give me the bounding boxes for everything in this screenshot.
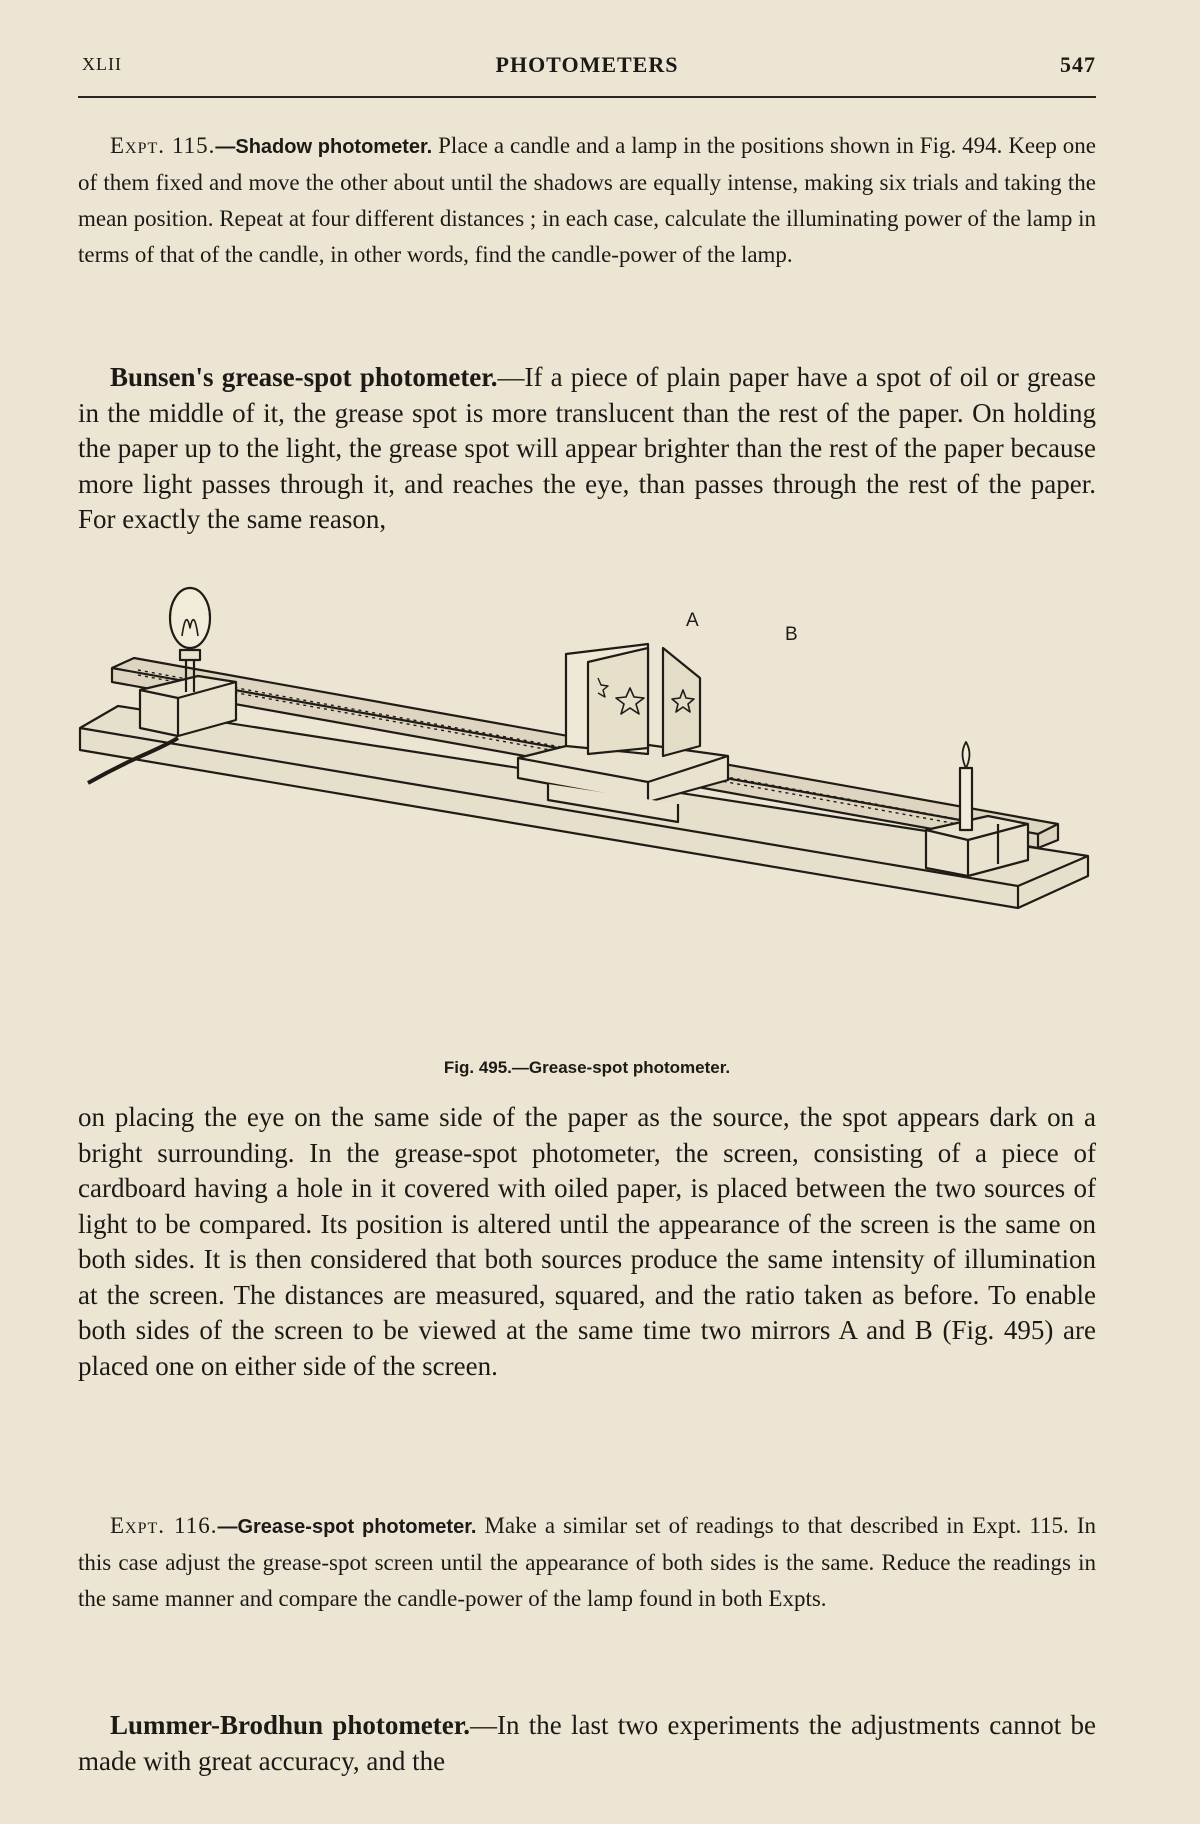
continuation-paragraph: [78, 1100, 1096, 1384]
label-a: A: [686, 610, 699, 631]
experiment-text: Make a similar set of readings to that described in Expt. 115. In this case adjust the grease-spot screen until the appearance of both sides is the same. Reduce the readings in the same manner and compare the candle-power of the lamp found in both Expts.: [78, 1513, 1096, 1611]
experiment-116-paragraph: [78, 1508, 1096, 1617]
experiment-115-paragraph: [78, 128, 1096, 273]
running-header: [78, 50, 1096, 90]
experiment-title: —Shadow photometer.: [215, 136, 433, 158]
label-b: B: [785, 624, 798, 645]
experiment-label: Expt. 116.: [110, 1513, 218, 1538]
figure-caption: Fig. 495.—Grease-spot photometer.: [443, 1058, 731, 1077]
paragraph-text: —If a piece of plain paper have a spot of oil or grease in the middle of it, the grease spot is more translucent than the rest of the paper. On holding the paper up to the light, the grease spot will appear brighter than the rest of the paper because more light passes through it, and reaches the eye, than passes through the rest of the paper. For exactly the same reason,: [78, 362, 1096, 534]
running-title: PHOTOMETERS: [495, 52, 679, 77]
experiment-title: —Grease-spot photometer.: [217, 1516, 477, 1538]
experiment-label: Expt. 115.: [110, 133, 216, 158]
paragraph-text: —In the last two experiments the adjustments cannot be made with great accuracy, and the: [78, 1710, 1096, 1776]
header-rule: [78, 96, 1096, 98]
section-heading: Bunsen's grease-spot photometer.: [110, 362, 498, 392]
experiment-text: Place a candle and a lamp in the positions shown in Fig. 494. Keep one of them fixed and move the other about until the shadows are equally intense, making six trials and taking the mean position. Repeat at four different distances ; in each case, calculate the illuminating power of the lamp in terms of that of the candle, in other words, find the candle-power of the lamp.: [78, 133, 1096, 267]
chapter-number: XLII: [82, 54, 122, 74]
figure-495: [78, 578, 1096, 1078]
page-number: 547: [1060, 52, 1096, 77]
bunsen-paragraph: [78, 360, 1096, 538]
page: [78, 50, 1096, 1776]
paragraph-text: on placing the eye on the same side of the paper as the source, the spot appears dark on a bright surrounding. In the grease-spot photometer, the screen, consisting of a piece of cardboard having a hole in it covered with oiled paper, is placed between the two sources of light to be compared. Its position is altered until the appearance of the screen is the same on both sides. It is then considered that both sources produce the same intensity of illumination at the screen. The distances are measured, squared, and the ratio taken as before. To enable both sides of the screen to be viewed at the same time two mirrors A and B (Fig. 495) are placed one on either side of the screen.: [78, 1102, 1096, 1381]
lummer-paragraph: [78, 1708, 1096, 1779]
section-heading: Lummer-Brodhun photometer.: [110, 1710, 471, 1740]
photometer-illustration: [78, 578, 1096, 1048]
